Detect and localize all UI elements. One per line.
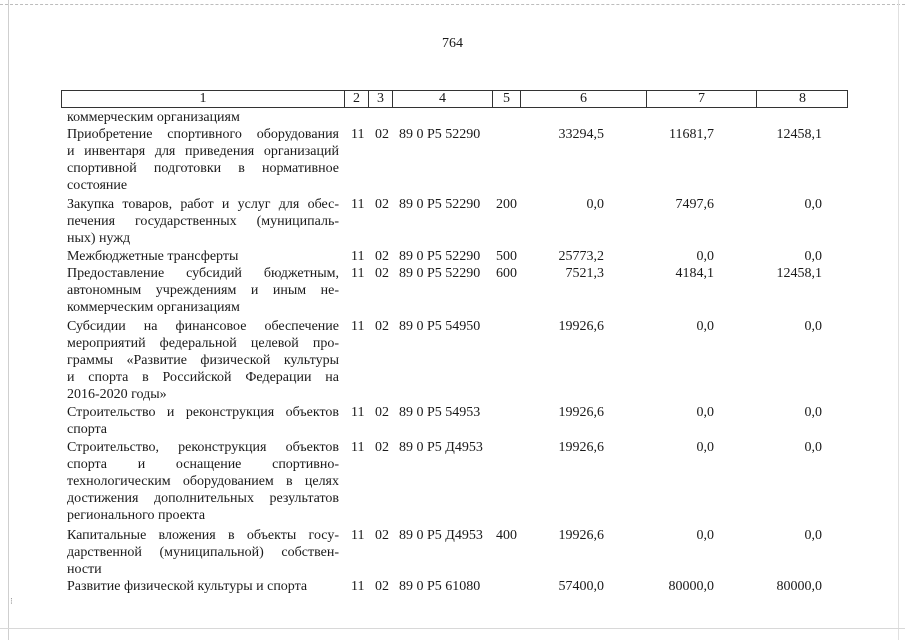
row-2-col-6: 0,0 <box>586 197 604 212</box>
header-col-8: 8 <box>756 91 848 107</box>
row-2-col-7: 7497,6 <box>675 197 714 212</box>
row-7-col-3: 02 <box>375 440 389 455</box>
header-col-4: 4 <box>392 91 492 107</box>
row-4-col-3: 02 <box>375 266 389 281</box>
row-5-name <box>67 318 339 403</box>
row-4-name-line: Предоставление субсидий бюджетным, <box>67 266 339 281</box>
row-8-col-2: 11 <box>351 528 365 543</box>
row-5-col-3: 02 <box>375 319 389 334</box>
row-3-col-8: 0,0 <box>804 249 822 264</box>
row-5-name-line: и спорта в Российской Федерации на <box>67 370 339 385</box>
row-4-name-line: автономным учреждениям и иным не- <box>67 283 339 298</box>
row-1-name-line: Приобретение спортивного оборудования <box>67 127 339 142</box>
row-9-col-7: 80000,0 <box>668 579 714 594</box>
row-8-col-5: 400 <box>496 528 517 543</box>
row-4-name-line: коммерческим организациям <box>67 300 240 315</box>
row-5-name-line: 2016-2020 годы» <box>67 387 167 402</box>
row-6-col-3: 02 <box>375 405 389 420</box>
row-4-col-5: 600 <box>496 266 517 281</box>
row-8-name <box>67 527 339 578</box>
row-7-name <box>67 439 339 524</box>
row-3-name-line: Межбюджетные трансферты <box>67 249 239 264</box>
header-col-2: 2 <box>344 91 368 107</box>
header-col-6: 6 <box>520 91 646 107</box>
row-8-name-line: Капитальные вложения в объекты госу- <box>67 528 339 543</box>
row-2-col-2: 11 <box>351 197 365 212</box>
row-4-col-2: 11 <box>351 266 365 281</box>
row-1-name <box>67 126 339 194</box>
scan-edge-bottom <box>0 628 905 629</box>
row-2-name-line: Закупка товаров, работ и услуг для обес- <box>67 197 339 212</box>
row-4-col-7: 4184,1 <box>675 266 714 281</box>
row-4-name <box>67 265 339 316</box>
row-9-col-3: 02 <box>375 579 389 594</box>
row-1-col-2: 11 <box>351 127 365 142</box>
row-4-col-6: 7521,3 <box>565 266 604 281</box>
row-7-col-7: 0,0 <box>696 440 714 455</box>
row-9-col-8: 80000,0 <box>776 579 822 594</box>
row-3-col-2: 11 <box>351 249 365 264</box>
scan-edge-top <box>0 4 905 9</box>
scan-mark: ⁝ <box>10 596 13 606</box>
row-1-name-line: состояние <box>67 178 128 193</box>
header-col-1: 1 <box>199 91 207 106</box>
row-9-col-2: 11 <box>351 579 365 594</box>
row-5-name-line: граммы «Развитие физической культуры <box>67 353 339 368</box>
row-6-name-line: Строительство и реконструкция объектов <box>67 405 339 420</box>
row-5-name-line: Субсидии на финансовое обеспечение <box>67 319 339 334</box>
row-5-name-line: мероприятий федеральной целевой про- <box>67 336 339 351</box>
row-5-col-8: 0,0 <box>804 319 822 334</box>
header-col-5: 5 <box>492 91 520 107</box>
row-7-col-4: 89 0 P5 Д4953 <box>399 440 483 455</box>
row-2-name-line: ных) нужд <box>67 231 131 246</box>
row-5-col-2: 11 <box>351 319 365 334</box>
row-1-col-8: 12458,1 <box>776 127 822 142</box>
row-9-col-4: 89 0 P5 61080 <box>399 579 481 594</box>
row-4-col-4: 89 0 P5 52290 <box>399 266 481 281</box>
scan-edge-right <box>898 0 899 640</box>
row-3-name <box>67 248 339 265</box>
row-1-name-line: и инвентаря для приведения организаций <box>67 144 339 159</box>
row-8-name-line: ности <box>67 562 102 577</box>
row-3-col-3: 02 <box>375 249 389 264</box>
row-8-col-3: 02 <box>375 528 389 543</box>
row-3-col-5: 500 <box>496 249 517 264</box>
row-6-col-6: 19926,6 <box>558 405 604 420</box>
table-header <box>61 90 848 108</box>
continuation-line: коммерческим организациям <box>67 110 240 125</box>
row-7-col-8: 0,0 <box>804 440 822 455</box>
row-1-col-6: 33294,5 <box>558 127 604 142</box>
row-7-col-2: 11 <box>351 440 365 455</box>
row-9-name <box>67 578 339 595</box>
row-6-name-line: спорта <box>67 422 108 437</box>
row-9-name-line: Развитие физической культуры и спорта <box>67 579 308 594</box>
row-7-name-line: регионального проекта <box>67 508 206 523</box>
scan-edge-left <box>8 0 9 640</box>
row-7-name-line: Строительство, реконструкция объектов <box>67 440 339 455</box>
row-2-col-4: 89 0 P5 52290 <box>399 197 481 212</box>
row-7-name-line: достижения дополнительных результатов <box>67 491 339 506</box>
row-5-col-6: 19926,6 <box>558 319 604 334</box>
row-8-col-7: 0,0 <box>696 528 714 543</box>
row-6-col-8: 0,0 <box>804 405 822 420</box>
row-3-col-4: 89 0 P5 52290 <box>399 249 481 264</box>
row-6-name <box>67 404 339 438</box>
row-1-col-4: 89 0 P5 52290 <box>399 127 481 142</box>
row-5-col-7: 0,0 <box>696 319 714 334</box>
row-8-col-4: 89 0 P5 Д4953 <box>399 528 483 543</box>
row-8-col-6: 19926,6 <box>558 528 604 543</box>
row-6-col-4: 89 0 P5 54953 <box>399 405 481 420</box>
row-8-col-8: 0,0 <box>804 528 822 543</box>
row-4-col-8: 12458,1 <box>776 266 822 281</box>
row-2-col-8: 0,0 <box>804 197 822 212</box>
row-3-col-6: 25773,2 <box>558 249 604 264</box>
header-col-7: 7 <box>646 91 756 107</box>
row-2-col-3: 02 <box>375 197 389 212</box>
row-5-col-4: 89 0 P5 54950 <box>399 319 481 334</box>
row-7-name-line: спорта и оснащение спортивно- <box>67 457 339 472</box>
row-7-name-line: технологическим оборудованием в целях <box>67 474 339 489</box>
row-1-name-line: спортивной подготовки в нормативное <box>67 161 339 176</box>
page-number: 764 <box>442 36 463 51</box>
row-9-col-6: 57400,0 <box>558 579 604 594</box>
row-1-col-3: 02 <box>375 127 389 142</box>
row-2-name-line: печения государственных (муниципаль- <box>67 214 339 229</box>
row-6-col-2: 11 <box>351 405 365 420</box>
row-2-name <box>67 196 339 247</box>
row-1-col-7: 11681,7 <box>669 127 714 142</box>
header-col-3: 3 <box>368 91 392 107</box>
row-2-col-5: 200 <box>496 197 517 212</box>
row-3-col-7: 0,0 <box>696 249 714 264</box>
row-6-col-7: 0,0 <box>696 405 714 420</box>
row-7-col-6: 19926,6 <box>558 440 604 455</box>
row-8-name-line: дарственной (муниципальной) собствен- <box>67 545 339 560</box>
